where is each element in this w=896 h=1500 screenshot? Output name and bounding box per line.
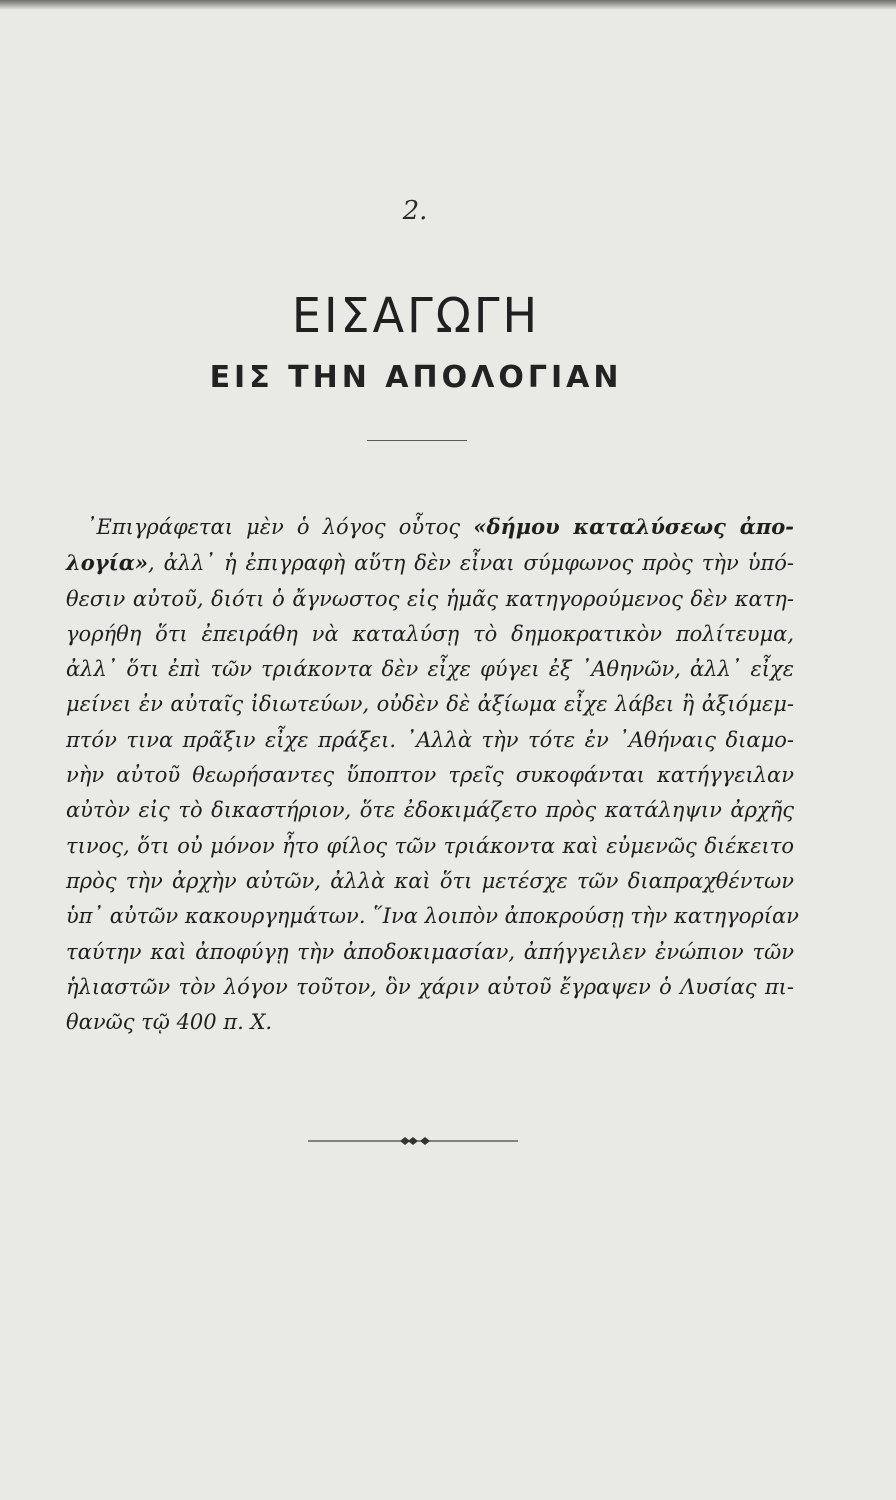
text-line: τινος, ὅτι οὐ μόνον ἦτο φίλος τῶν τριάκοντα καὶ εὐμενῶς διέκειτο [66,833,794,858]
text-line [66,509,794,545]
text-line: ἡλιαστῶν τὸν λόγον τοῦτον, ὃν χάριν αὐτοῦ ἔγραψεν ὁ Λυσίας πι- [66,974,794,999]
text-line: πρὸς τὴν ἀρχὴν αὐτῶν, ἀλλὰ καὶ ὅτι μετέσχε τῶν διαπραχθέντων [66,868,794,893]
text-line: ὑπ᾿ αὐτῶν κακουργημάτων. ῞Ινα λοιπὸν ἀποκρούσῃ τὴν κατηγορίαν [66,904,799,929]
page-number: 2. [402,196,428,226]
text-line: ἀλλ᾿ ὅτι ἐπὶ τῶν τριάκοντα δὲν εἶχε φύγει ἐξ ᾿Αθηνῶν, ἀλλ᾿ εἶχε [66,657,794,682]
text-line [66,545,794,581]
title-divider [367,440,467,441]
ornament-divider [308,1134,518,1148]
text-line: μείνει ἐν αὐταῖς ἰδιωτεύων, οὐδὲν δὲ ἀξίωμα εἶχε λάβει ἢ ἀξιόμεμ- [66,692,794,717]
text-line: ταύτην καὶ ἀποφύγῃ τὴν ἀποδοκιμασίαν, ἀπήγγειλεν ἐνώπιον τῶν [66,939,794,964]
text-span: , ἀλλ᾿ ἡ ἐπιγραφὴ αὕτη δὲν εἶναι σύμφωνος πρὸς τὴν ὑπό- [148,551,794,576]
body-paragraph [66,509,799,1040]
chapter-title: ΕΙΣΑΓΩΓΗ [291,286,541,344]
text-line: θανῶς τῷ 400 π. Χ. [66,1010,273,1035]
text-line: πτόν τινα πρᾶξιν εἶχε πράξει. ᾿Αλλὰ τὴν τότε ἐν ᾿Αθήναις διαμο- [66,727,794,752]
text-line: αὐτὸν εἰς τὸ δικαστήριον, ὅτε ἐδοκιμάζετο πρὸς κατάληψιν ἀρχῆς [66,798,794,823]
bold-title-span: λογία» [66,550,149,576]
bold-title-span: «δήμου καταλύσεως ἀπο- [473,514,794,539]
text-span: ᾿Επιγράφεται μὲν ὁ λόγος οὗτος [86,515,474,539]
text-line: νὴν αὐτοῦ θεωρήσαντες ὕποπτον τρεῖς συκοφάνται κατήγγειλαν [66,763,794,788]
text-line: θεσιν αὐτοῦ, διότι ὁ ἄγνωστος εἰς ἡμᾶς κατηγορούμενος δὲν κατη- [66,586,794,611]
chapter-subtitle: ΕΙΣ ΤΗΝ ΑΠΟΛΟΓΙΑΝ [209,360,623,395]
text-line: γορήθη ὅτι ἐπειράθη νὰ καταλύσῃ τὸ δημοκρατικὸν πολίτευμα, [66,621,794,646]
